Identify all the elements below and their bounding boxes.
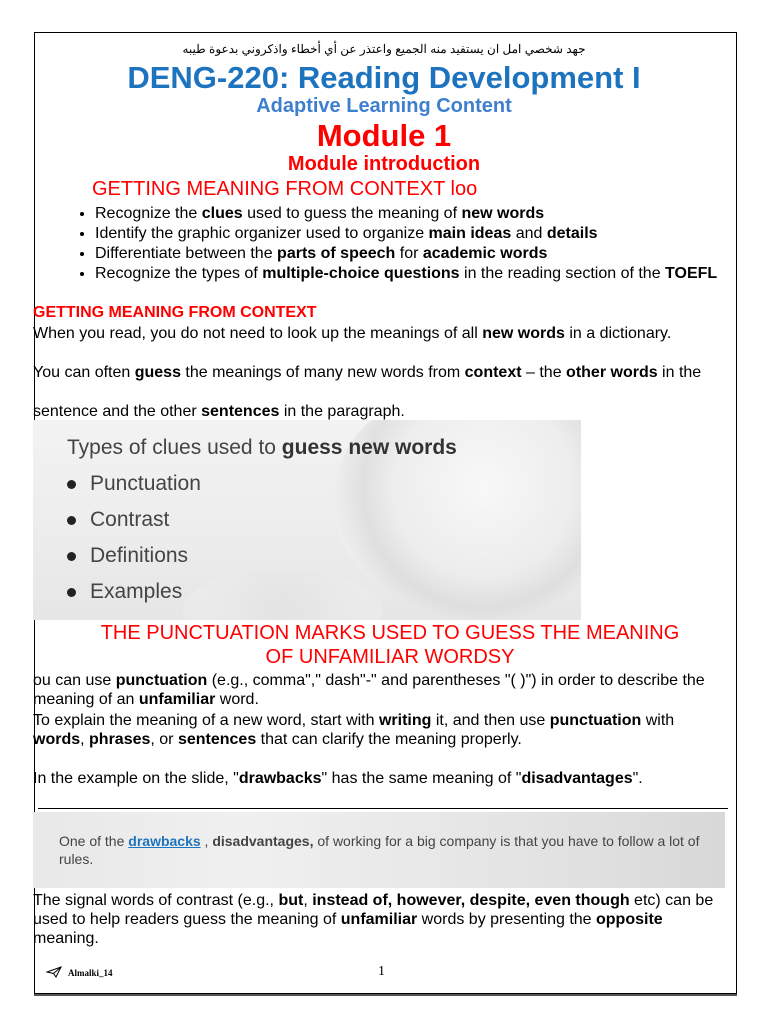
page-border-shadow [34,994,737,996]
page-number: 1 [378,964,385,979]
paragraph-contrast: The signal words of contrast (e.g., but, instead of, however, despite, even though etc) can be used to help readers guess the meaning of unfamiliar words by presenting the opposite meaning. [33,892,714,947]
bullet-icon [67,480,76,489]
clue-item: Examples [67,580,201,616]
course-title: DENG-220: Reading Development I [127,60,641,95]
getting-meaning-heading: GETTING MEANING FROM CONTEXT [33,304,317,321]
clue-item: Contrast [67,508,201,544]
bullet-icon [67,552,76,561]
objective-item: • Recognize the clues used to guess the meaning of new words [95,204,755,224]
footer-author: Almalki_14 [68,968,113,978]
paragraph-explain: To explain the meaning of a new word, start with writing it, and then use punctuation with words, phrases, or sentences that can clarify the meaning properly. [33,712,675,748]
objective-item: • Identify the graphic organizer used to organize main ideas and details [95,224,755,244]
drawbacks-slide-image [33,812,725,888]
paragraph-example: In the example on the slide, "drawbacks" has the same meaning of "disadvantages". [33,770,643,787]
paragraph-sentences: sentence and the other sentences in the paragraph. [33,403,405,420]
clues-slide-image [33,420,581,620]
paragraph-guess-context: You can often guess the meanings of many new words from context – the other words in the [33,364,702,381]
divider-line [38,808,728,809]
bullet-icon [67,588,76,597]
module-introduction-heading: Module introduction [287,153,481,175]
paragraph-new-words: When you read, you do not need to look up the meanings of all new words in a dictionary. [33,325,672,342]
punctuation-heading: THE PUNCTUATION MARKS USED TO GUESS THE MEANING OF UNFAMILIAR WORDSY [100,622,680,668]
objective-item: • Differentiate between the parts of speech for academic words [95,244,755,264]
paragraph-punctuation: ou can use punctuation (e.g., comma"," dash"-" and parentheses "( )") in order to describe the meaning of an unfamiliar word. [33,672,705,708]
clues-slide-title: Types of clues used to guess new words [67,436,457,459]
context-heading: GETTING MEANING FROM CONTEXT loo [92,178,478,200]
arabic-note: جهد شخصي امل ان يستفيد منه الجميع واعتذر عن أي أخطاء واذكروني بدعوة طيبه [182,42,586,56]
bullet-icon [67,516,76,525]
drawbacks-example-sentence: One of the drawbacks , disadvantages, of working for a big company is that you have to follow a lot of rules. [59,833,700,867]
clue-item: Definitions [67,544,201,580]
clue-item: Punctuation [67,472,201,508]
saucer-background [183,570,383,620]
objective-item: • Recognize the types of multiple-choice questions in the reading section of the TOEFL [95,264,755,284]
module-title: Module 1 [316,118,452,153]
paper-plane-icon [46,966,62,978]
course-subtitle: Adaptive Learning Content [256,95,512,117]
clues-list [67,472,201,616]
objectives-list [60,204,755,284]
